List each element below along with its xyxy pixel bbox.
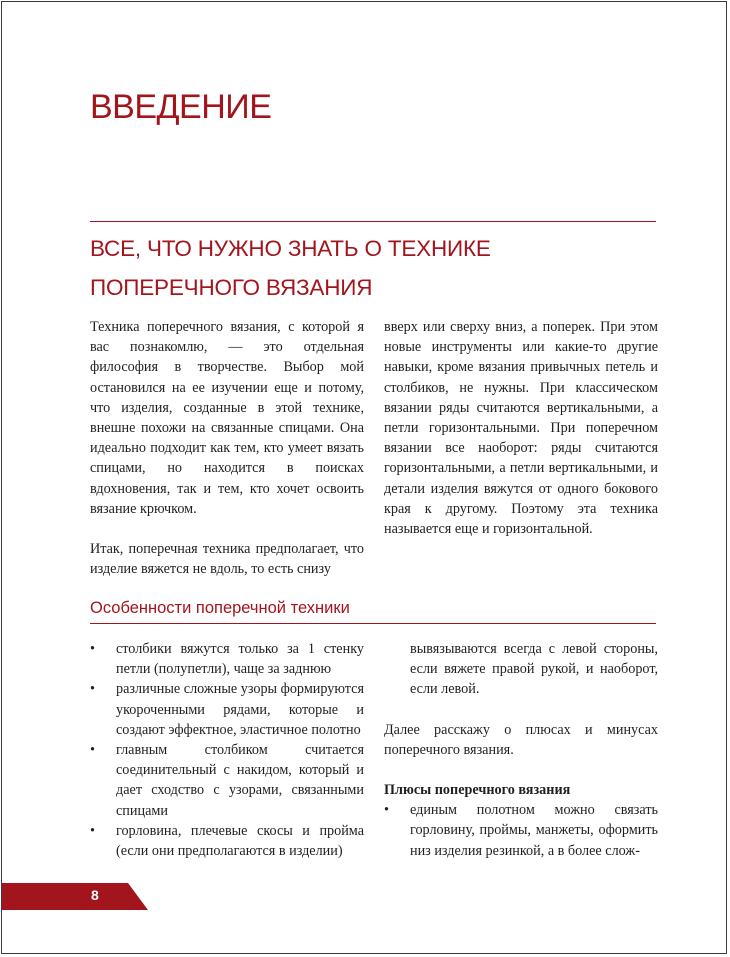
paragraph: Техника поперечного вязания, с которой я вас познакомлю, — это отдельная философия в творчестве. Выбор мой остановился на ее изучении еще и потому, что изделия, созданные в этой технике, внешне похожи на связанные спицами. Она идеально подходит как тем, кто умеет вязать спицами, но находится в поисках вдохновения, так и тем, кто хочет освоить вязание крючком. [90, 319, 364, 517]
page-number: 8 [91, 887, 99, 903]
list-item-continuation: вывязываются всегда с левой стороны, если вяжете правой рукой, и наоборот, если левой. [410, 641, 658, 698]
text-column-left [90, 317, 364, 579]
list-item: • столбики вяжутся только за 1 стенку петли (полупетли), чаще за заднюю [90, 639, 364, 679]
features-heading: Особенности поперечной техники [90, 599, 350, 617]
features-divider [90, 623, 656, 624]
features-column-right [384, 639, 658, 861]
paragraph: Итак, поперечная техника предполагает, что изделие вяжется не вдоль, то есть снизу [90, 541, 364, 578]
features-column-left [90, 639, 364, 861]
plus-heading: Плюсы поперечного вязания [384, 782, 571, 799]
list-item: • горловина, плечевые скосы и пройма (если они предполагаются в изделии) [90, 821, 364, 861]
section-title: ВСЕ, ЧТО НУЖНО ЗНАТЬ О ТЕХНИКЕ ПОПЕРЕЧНОГО ВЯЗАНИЯ [90, 236, 491, 300]
section-divider [90, 221, 656, 222]
plus-list [384, 800, 658, 861]
list-item: • главным столбиком считается соединительный с накидом, который и дает сходство с узорами, связанными спицами [90, 740, 364, 821]
paragraph: вверх или сверху вниз, а поперек. При этом новые инструменты или какие-то другие навыки, кроме вязания привычных петель и столбиков, не нужны. При классическом вязании ряды считаются вертикальными, а петли горизонтальными. При поперечном вязании все наоборот: ряды считаются горизонтальными, а петли вертикальными, и детали изделия вяжутся от одного бокового края к другому. Поэтому эта техника называется еще и горизонтальной. [384, 319, 658, 538]
list-item: • единым полотном можно связать горловину, проймы, манжеты, оформить низ изделия резинкой, а в более слож- [384, 800, 658, 861]
features-list [90, 639, 364, 861]
list-item: • различные сложные узоры формируются укороченными рядами, которые и создают эффектное, эластичное полотно [90, 679, 364, 740]
text-column-right [384, 317, 658, 539]
page-number-tab [2, 883, 148, 910]
chapter-title: ВВЕДЕНИЕ [90, 88, 272, 126]
paragraph: Далее расскажу о плюсах и минусах поперечного вязания. [384, 721, 658, 758]
